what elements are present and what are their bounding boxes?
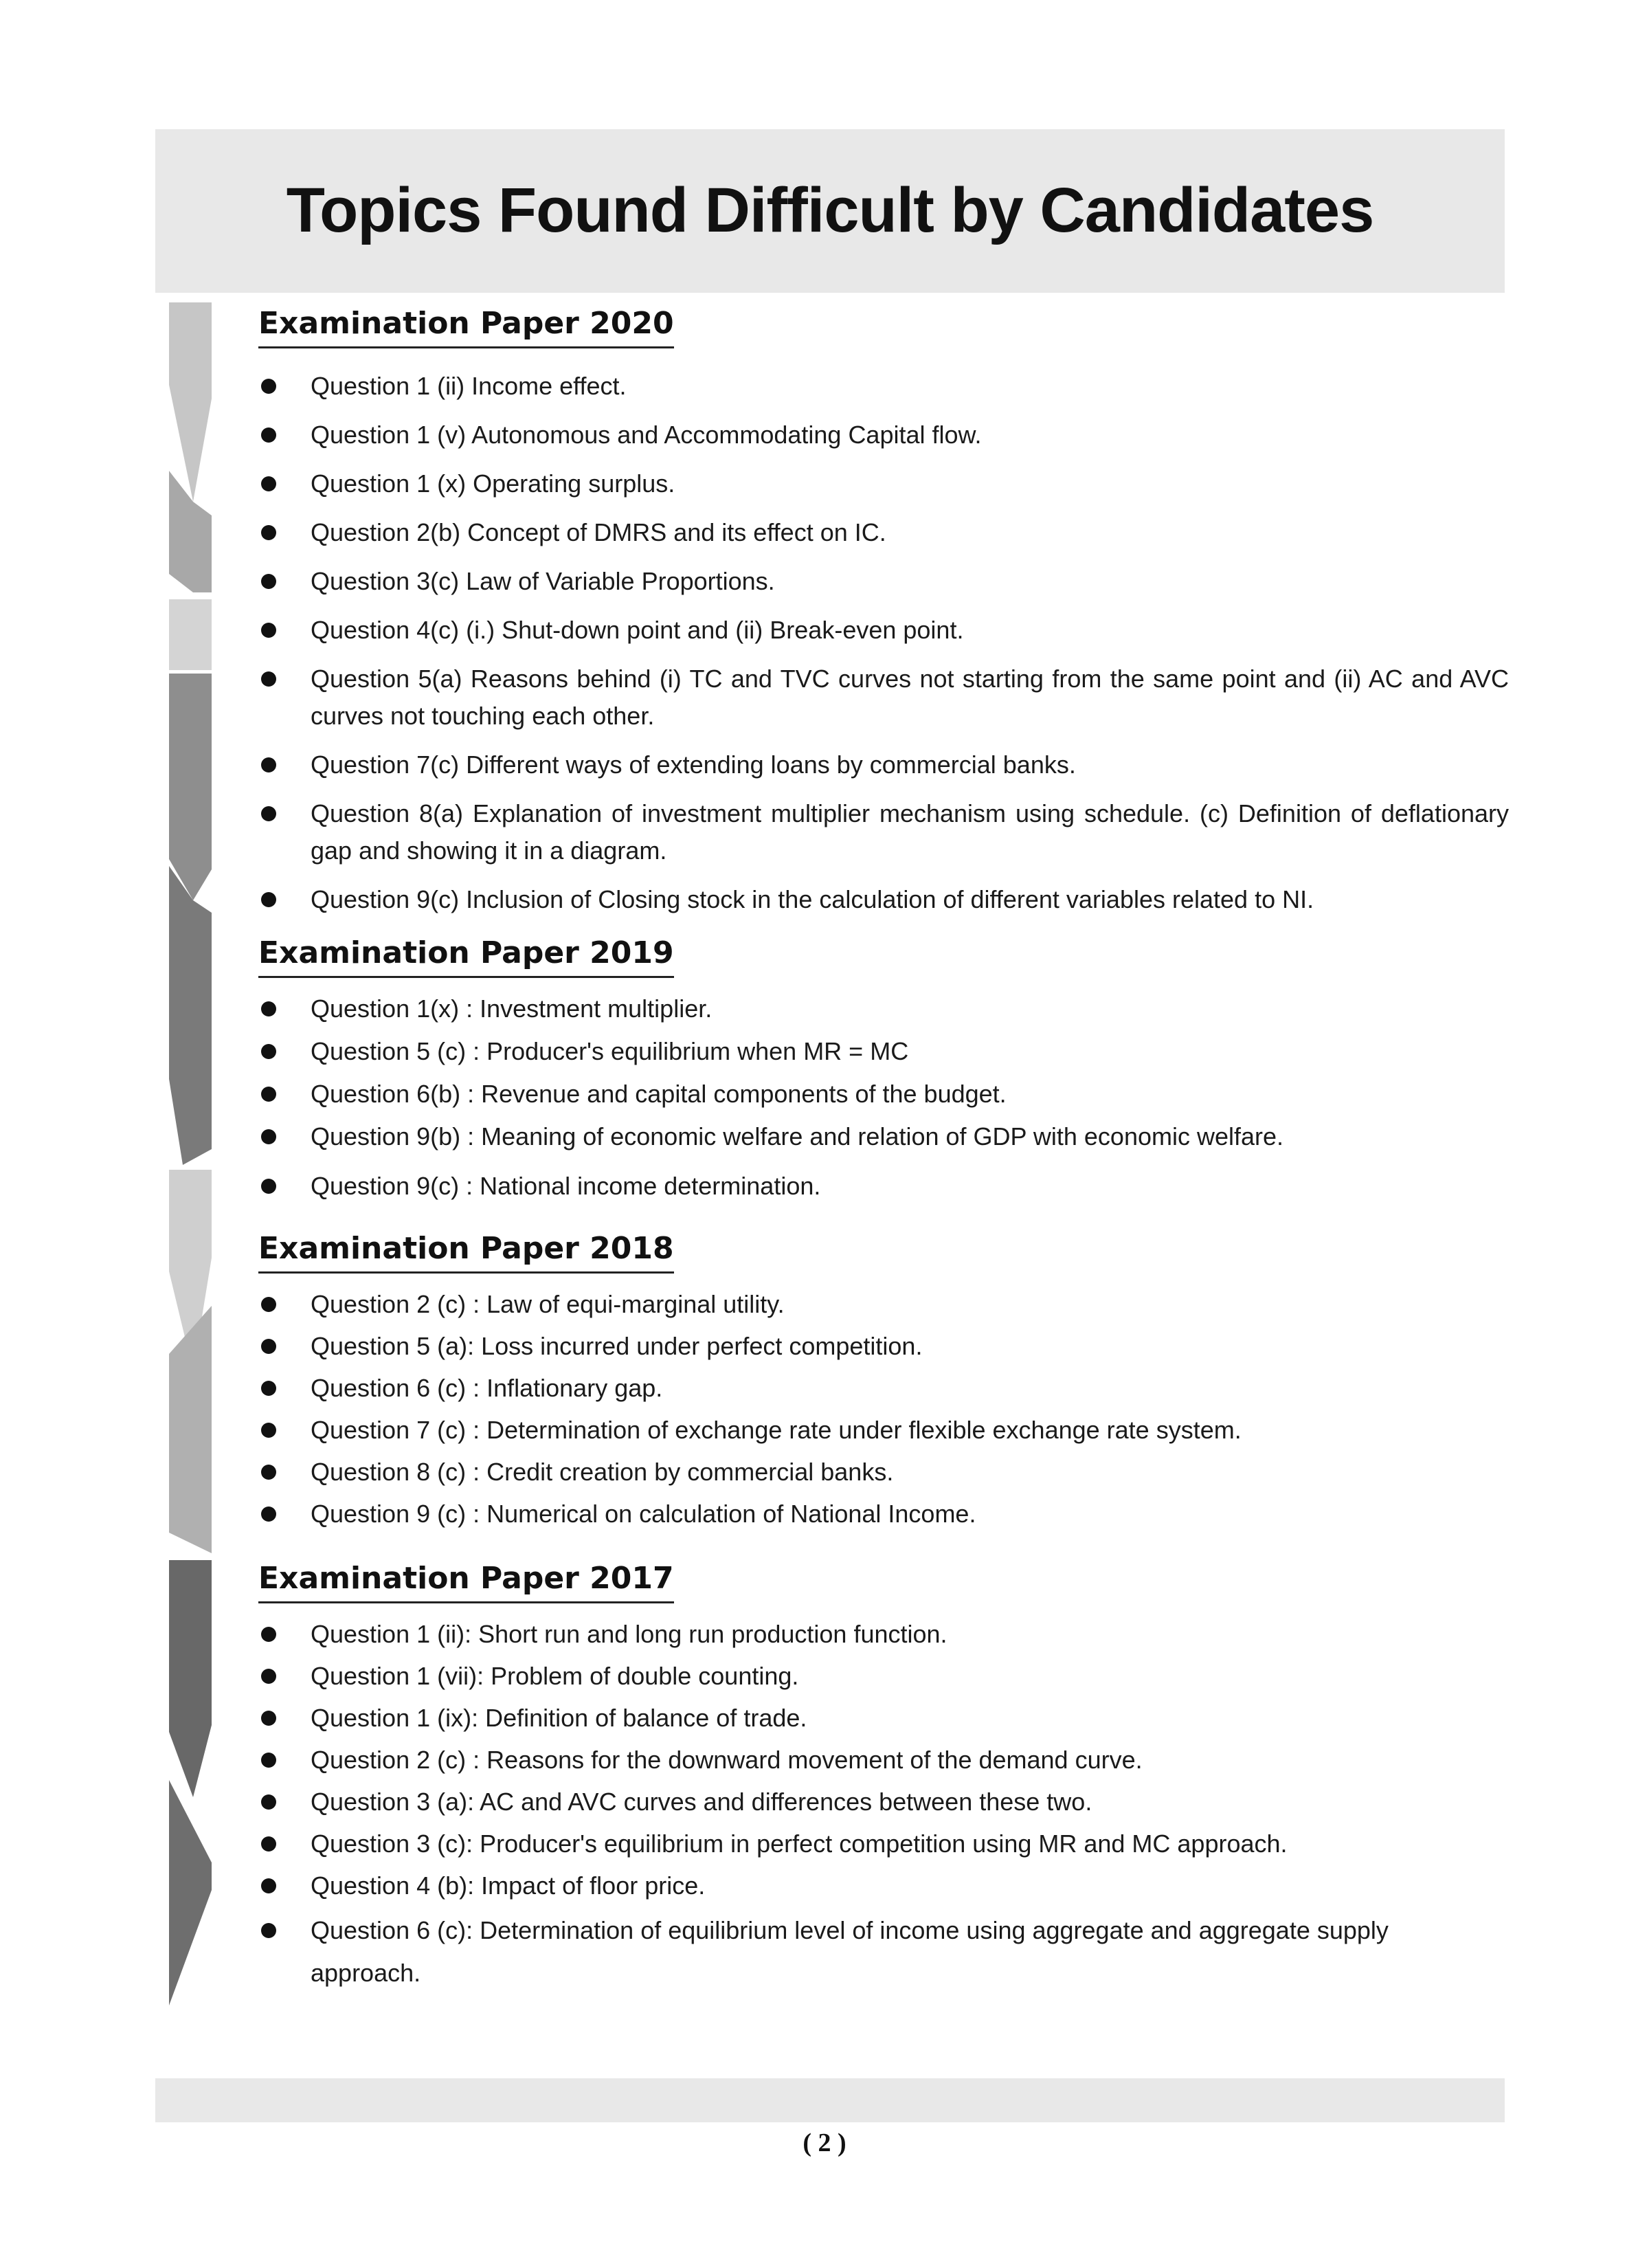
topic-list [258,1286,1509,1533]
bullet-icon [261,427,276,443]
list-item: Question 1 (vii): Problem of double counting. [258,1658,1509,1695]
bullet-icon [261,671,276,687]
list-item: Question 4(c) (i.) Shut-down point and (ii) Break-even point. [258,612,1509,649]
section-2017 [258,1559,1509,1994]
bullet-icon [261,525,276,540]
bullet-icon [261,1878,276,1893]
list-item: Question 6 (c) : Inflationary gap. [258,1370,1509,1407]
bullet-icon [261,1836,276,1852]
section-heading: Examination Paper 2017 [258,1559,674,1603]
bullet-icon [261,1179,276,1194]
bullet-icon [261,1001,276,1016]
list-item: Question 1 (ii): Short run and long run production function. [258,1616,1509,1653]
list-item: Question 9(b) : Meaning of economic welfare and relation of GDP with economic welfare. [258,1118,1509,1155]
section-2019 [258,933,1509,1205]
section-2018 [258,1229,1509,1533]
bullet-icon [261,806,276,821]
list-item: Question 1 (ix): Definition of balance of trade. [258,1700,1509,1737]
list-item: Question 5 (c) : Producer's equilibrium when MR = MC [258,1033,1509,1070]
page-title: Topics Found Difficult by Candidates [286,175,1374,245]
list-item: Question 2(b) Concept of DMRS and its effect on IC. [258,514,1509,551]
list-item: Question 7(c) Different ways of extending loans by commercial banks. [258,746,1509,783]
list-item: Question 1 (v) Autonomous and Accommodating Capital flow. [258,416,1509,454]
page-number: ( 2 ) [803,2128,846,2157]
list-item: Question 6(b) : Revenue and capital components of the budget. [258,1076,1509,1113]
list-item: Question 5 (a): Loss incurred under perfect competition. [258,1328,1509,1365]
bullet-icon [261,379,276,394]
list-item: Question 1 (ii) Income effect. [258,368,1509,405]
list-item: Question 9(c) : National income determination. [258,1168,1509,1205]
list-item: Question 6 (c): Determination of equilibrium level of income using aggregate and aggregate supply approach. [258,1909,1451,1994]
bullet-icon [261,757,276,772]
footer-band [155,2078,1505,2122]
bullet-icon [261,1087,276,1102]
bullet-icon [261,1669,276,1684]
bullet-icon [261,623,276,638]
bullet-icon [261,1465,276,1480]
section-heading: Examination Paper 2020 [258,304,674,348]
list-item: Question 3(c) Law of Variable Proportions. [258,563,1509,600]
title-band [155,129,1505,293]
bullet-icon [261,892,276,907]
list-item: Question 4 (b): Impact of floor price. [258,1867,1509,1904]
bullet-icon [261,1753,276,1768]
bullet-icon [261,1339,276,1354]
list-item: Question 8 (c) : Credit creation by commercial banks. [258,1454,1509,1491]
section-heading: Examination Paper 2018 [258,1229,674,1274]
list-item: Question 8(a) Explanation of investment multiplier mechanism using schedule. (c) Definition of deflationary gap and showing it in a diagram. [258,795,1509,869]
section-heading: Examination Paper 2019 [258,933,674,978]
list-item: Question 9(c) Inclusion of Closing stock in the calculation of different variables related to NI. [258,881,1509,918]
list-item: Question 2 (c) : Reasons for the downward movement of the demand curve. [258,1742,1509,1779]
list-item: Question 3 (a): AC and AVC curves and differences between these two. [258,1783,1509,1821]
side-decoration [155,302,238,2007]
list-item: Question 9 (c) : Numerical on calculation of National Income. [258,1496,1509,1533]
list-item: Question 7 (c) : Determination of exchange rate under flexible exchange rate system. [258,1412,1509,1449]
bullet-icon [261,1044,276,1059]
list-item: Question 3 (c): Producer's equilibrium in perfect competition using MR and MC approach. [258,1825,1509,1863]
list-item: Question 1(x) : Investment multiplier. [258,990,1509,1027]
topic-list [258,990,1509,1205]
bullet-icon [261,1381,276,1396]
bullet-icon [261,1507,276,1522]
section-2020 [258,304,1509,918]
bullet-icon [261,1297,276,1312]
bullet-icon [261,1129,276,1144]
topic-list [258,1616,1509,1994]
bullet-icon [261,1711,276,1726]
list-item: Question 2 (c) : Law of equi-marginal utility. [258,1286,1509,1323]
bullet-icon [261,574,276,589]
bullet-icon [261,1794,276,1810]
list-item: Question 5(a) Reasons behind (i) TC and TVC curves not starting from the same point and (ii) AC and AVC curves not touching each other. [258,660,1509,735]
bullet-icon [261,1923,276,1938]
bullet-icon [261,1423,276,1438]
bullet-icon [261,476,276,491]
list-item: Question 1 (x) Operating surplus. [258,465,1509,502]
bullet-icon [261,1627,276,1642]
topic-list [258,368,1509,918]
